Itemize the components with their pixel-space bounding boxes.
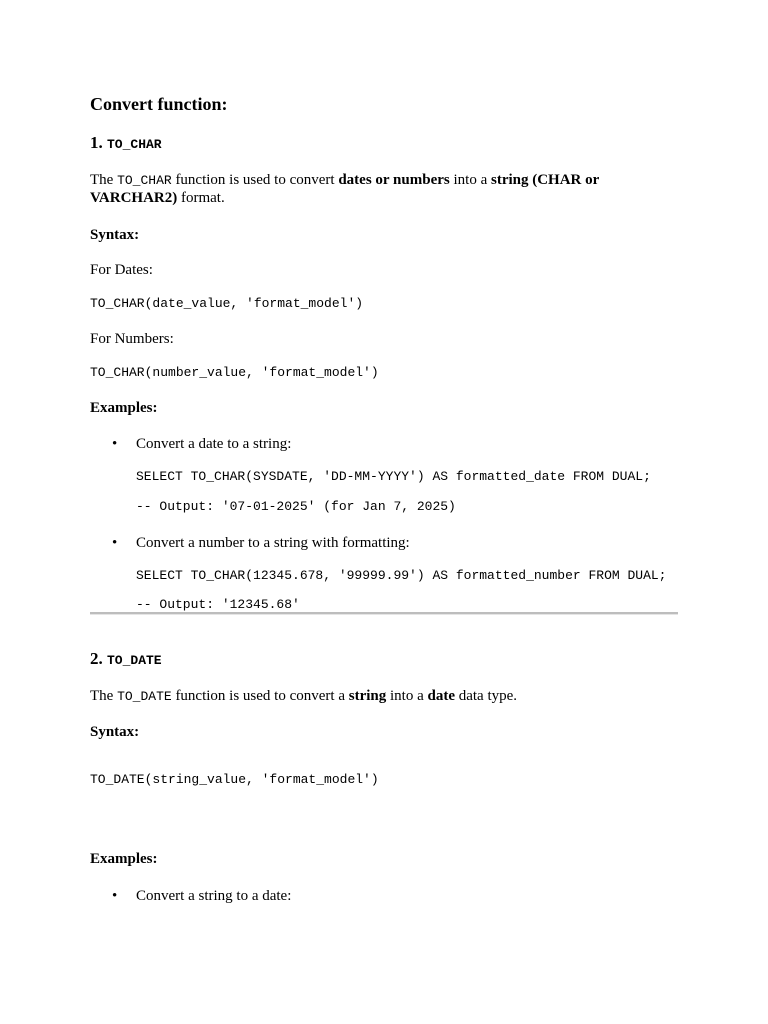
inline-code: TO_CHAR: [117, 173, 172, 188]
section-function-name: TO_DATE: [107, 653, 162, 668]
bullet-icon: •: [112, 436, 118, 452]
text: into a: [449, 172, 491, 188]
text: function is used to convert a: [171, 688, 349, 704]
bold-text: dates or numbers: [338, 172, 450, 188]
bold-text: string (CHAR or: [490, 172, 600, 188]
text: data type.: [454, 688, 518, 704]
dates-code: TO_CHAR(date_value, 'format_model'): [90, 296, 364, 311]
bold-text: date: [427, 688, 455, 704]
syntax-label: Syntax:: [90, 724, 140, 740]
syntax-label: Syntax:: [90, 227, 140, 243]
example-text: Convert a string to a date:: [136, 888, 292, 904]
example-text: Convert a number to a string with formatting:: [136, 535, 410, 551]
dates-label: For Dates:: [90, 262, 153, 278]
inline-code: TO_DATE: [117, 689, 172, 704]
text: function is used to convert: [171, 172, 339, 188]
examples-label: Examples:: [90, 400, 158, 416]
text: format.: [177, 190, 225, 206]
bullet-icon: •: [112, 888, 118, 904]
text: The: [90, 172, 118, 188]
to-char-description-line1: [90, 171, 599, 189]
example-output: -- Output: '12345.68': [136, 597, 300, 612]
section-number: 2.: [90, 649, 103, 668]
section-number: 1.: [90, 133, 103, 152]
section-function-name: TO_CHAR: [107, 137, 162, 152]
section-divider: [90, 612, 678, 615]
to-char-description-line2: [90, 189, 225, 207]
section-heading-to-char: [90, 133, 162, 153]
numbers-code: TO_CHAR(number_value, 'format_model'): [90, 365, 379, 380]
example-text: Convert a date to a string:: [136, 436, 292, 452]
example-code: SELECT TO_CHAR(SYSDATE, 'DD-MM-YYYY') AS formatted_date FROM DUAL;: [136, 469, 651, 484]
text: into a: [386, 688, 428, 704]
page-title: Convert function:: [90, 94, 228, 114]
bullet-icon: •: [112, 535, 118, 551]
examples-label: Examples:: [90, 851, 158, 867]
bold-text: string: [348, 688, 387, 704]
example-code: SELECT TO_CHAR(12345.678, '99999.99') AS formatted_number FROM DUAL;: [136, 568, 667, 583]
bold-text: VARCHAR2): [90, 190, 178, 206]
example-output: -- Output: '07-01-2025' (for Jan 7, 2025): [136, 499, 456, 514]
syntax-code: TO_DATE(string_value, 'format_model'): [90, 772, 379, 787]
section-heading-to-date: [90, 649, 162, 669]
to-date-description: [90, 687, 517, 705]
numbers-label: For Numbers:: [90, 331, 174, 347]
text: The: [90, 688, 118, 704]
